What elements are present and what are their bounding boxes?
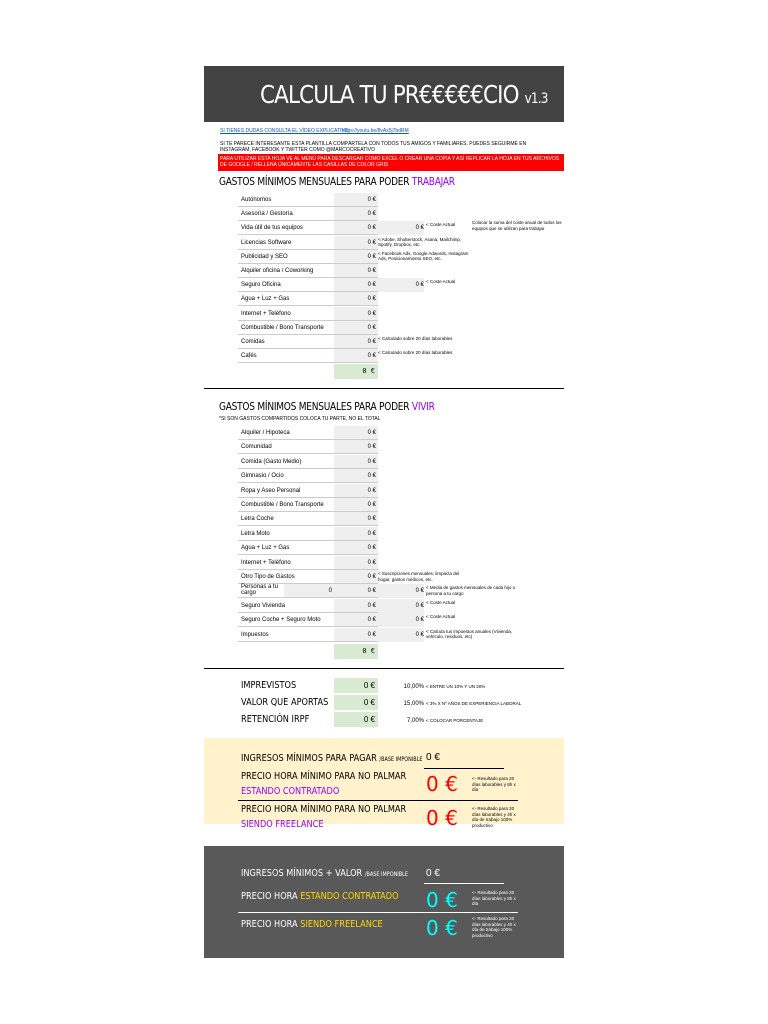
trabajar-row-value: 0 €	[367, 282, 376, 289]
trabajar-row-label: Autónomos	[241, 197, 272, 203]
extra-percentage[interactable]: 15,00%	[403, 701, 424, 707]
ingresos-minimos-value: 0 €	[426, 752, 440, 763]
vivir-subtitle: *SI SON GASTOS COMPARTIDOS COLOCA TU PARTE, NO EL TOTAL	[219, 416, 381, 422]
vivir-row-label: Seguro Vivienda	[241, 602, 285, 609]
vivir-row-value: 0 €	[367, 444, 376, 451]
extra-value-text: 0 €	[363, 681, 375, 690]
trabajar-total: 0 €	[334, 364, 378, 379]
extra-note: < COLOCAR PORCENTAJE	[426, 718, 484, 723]
vivir-row-value: 0 €	[367, 574, 376, 580]
vivir-row-label: Combustible / Bono Transporte	[241, 502, 324, 508]
spreadsheet-page	[204, 66, 564, 958]
extra-value[interactable]	[334, 695, 378, 710]
trabajar-row-note: < Calculado sobre 20 días laborables	[378, 336, 453, 341]
trabajar-extra-value: 0 €	[415, 225, 424, 232]
contratado-note: <- Resultado para 20 días laborables y 8h x día	[472, 776, 516, 792]
extra-value[interactable]	[334, 712, 378, 727]
valor-contratado-note: <- Resultado para 20 días laborables y 8h x día	[472, 890, 516, 906]
freelance-value: 0 €	[426, 806, 458, 830]
trabajar-row-value: 0 €	[367, 197, 376, 203]
trabajar-row-label: Internet + Teléfono	[241, 310, 291, 317]
vivir-row-note: < Coste Actual	[426, 614, 456, 620]
contratado-label: ESTANDO CONTRATADO	[241, 786, 340, 797]
vivir-row-label: Comida (Gasto Medio)	[241, 458, 302, 465]
extra-percentage[interactable]: 7,00%	[406, 718, 424, 724]
vivir-row-label: Personas a tu cargo	[241, 584, 279, 597]
vivir-row-note: < Media de gastos mensuales de cada hijo o persona a tu cargo	[426, 585, 516, 596]
valor-freelance-note: <- Resultado para 20 días laborables y 4h x día de trabajo 100% productivo	[472, 916, 516, 938]
trabajar-row-label: Vida útil de tus equipos	[241, 225, 303, 232]
extra-note: < ENTRE UN 10% Y UN 20%	[426, 684, 486, 689]
extra-value-text: 0 €	[363, 698, 375, 707]
trabajar-row-note: < Coste Actual	[426, 222, 456, 228]
trabajar-row-value: 0 €	[367, 339, 376, 345]
vivir-row-label: Agua + Luz + Gas	[241, 545, 290, 552]
trabajar-row-value: 0 €	[367, 268, 376, 274]
vivir-row-note: < Calcula tus impuestos anuales (Vivienda, vehículo, residuos, etc)	[426, 628, 513, 640]
version-label: v1.3	[524, 91, 548, 107]
vivir-row-label: Alquiler / Hipoteca	[241, 430, 290, 436]
trabajar-row-label: Seguro Oficina	[241, 282, 281, 289]
vivir-row-note: < Coste Actual	[426, 599, 456, 605]
ingresos-valor-value: 0 €	[426, 868, 440, 879]
vivir-row-label: Letra Moto	[241, 530, 270, 537]
vivir-row-note: < Suscripciones mensuales, limpieza del hogar, gastos médicos, etc.	[378, 571, 460, 582]
trabajar-row-value: 0 €	[367, 211, 376, 218]
vivir-row-value: 0 €	[367, 516, 376, 523]
vivir-row-label: Seguro Coche + Seguro Moto	[241, 617, 321, 624]
vivir-row-label: Otro Tipo de Gastos	[241, 574, 295, 580]
trabajar-row-note: < Adobe, Shutterstock, Asana, Mailchimp, Spotify, Dropbox, etc.	[378, 236, 462, 248]
vivir-row-label: Gimnasio / Ocio	[241, 473, 284, 480]
vivir-row-value: 0 €	[367, 502, 376, 508]
trabajar-row-note: < Coste Actual	[426, 279, 456, 285]
vivir-row-label: Letra Coche	[241, 516, 274, 523]
extra-note: < 3% X Nº AÑOS DE EXPERIENCIA LABORAL	[426, 701, 522, 706]
trabajar-row-value: 0 €	[367, 310, 376, 317]
vivir-total: 0 €	[334, 644, 378, 659]
freelance-note: <- Resultado para 20 días laborables y 4h x día de trabajo 100% productivo	[472, 806, 516, 828]
video-text: SI TIENES DUDAS CONSULTA EL VÍDEO EXPLICATIVO:	[220, 128, 351, 134]
divider	[424, 883, 504, 884]
vivir-row-value: 0 €	[367, 430, 376, 436]
ingresos-minimos-label: INGRESOS MÍNIMOS PARA PAGAR /BASE IMPONIBLE	[241, 753, 423, 764]
extra-value[interactable]	[334, 678, 378, 693]
trabajar-row-value: 0 €	[367, 253, 376, 260]
vivir-row-label: Ropa y Aseo Personal	[241, 487, 301, 494]
vivir-row-value: 0 €	[367, 588, 376, 595]
section-vivir-title: GASTOS MÍNIMOS MENSUALES PARA PODER VIVIR	[219, 400, 435, 413]
valor-freelance-value: 0 €	[426, 916, 458, 940]
contratado-value: 0 €	[426, 772, 458, 796]
extra-label: IMPREVISTOS	[241, 680, 297, 691]
hora-contratado-label: PRECIO HORA ESTANDO CONTRATADO	[241, 891, 399, 902]
header-banner	[204, 66, 564, 122]
trabajar-row-label: Comidas	[241, 339, 265, 345]
ingresos-valor-label: INGRESOS MÍNIMOS + VALOR /BASE IMPONIBLE	[241, 868, 408, 879]
trabajar-row-value: 0 €	[367, 296, 376, 303]
vivir-extra-value: 0 €	[415, 602, 424, 609]
vivir-extra-value: 0 €	[415, 631, 424, 638]
vivir-row-value: 0 €	[367, 617, 376, 624]
section-trabajar-title: GASTOS MÍNIMOS MENSUALES PARA PODER TRABAJAR	[219, 175, 455, 188]
hora-minimo-label-1: PRECIO HORA MÍNIMO PARA NO PALMAR	[241, 771, 407, 782]
vivir-row-value: 0 €	[367, 559, 376, 566]
vivir-row-label: Internet + Teléfono	[241, 559, 291, 566]
divider	[238, 912, 518, 913]
trabajar-row-value: 0 €	[367, 353, 376, 360]
row-divider	[238, 641, 378, 642]
trabajar-row-label: Publicidad y SEO	[241, 253, 288, 260]
extra-label: VALOR QUE APORTAS	[241, 697, 329, 708]
page-title: CALCULA TU PR€€€€€CIO v1.3	[260, 80, 548, 109]
warning-banner: PARA UTILIZAR ESTA HOJA VE AL MENÚ PARA DESCARGAR COMO EXCEL O CREAR UNA COPIA Y ASÍ REPLICAR LA HOJA EN TUS ARCHIVOS DE GOOGLE / RELLENA ÚNICAMENTE LAS CASILLAS DE COLOR GRIS	[218, 154, 564, 171]
divider	[204, 388, 564, 389]
divider	[204, 668, 564, 669]
trabajar-row-note: < Calculado sobre 20 días laborables	[378, 350, 453, 356]
hora-freelance-label: PRECIO HORA SIENDO FREELANCE	[241, 919, 383, 930]
vivir-count: 0	[328, 588, 332, 595]
extra-percentage[interactable]: 10,00%	[403, 684, 424, 690]
trabajar-row-note: < Facebook Ads, Google Adwords, Instagram Ads, Posicionamiento SEO, etc.	[378, 250, 469, 262]
vivir-row-label: Impuestos	[241, 631, 269, 638]
trabajar-extra-value: 0 €	[415, 282, 424, 289]
trabajar-row-value: 0 €	[367, 324, 376, 331]
equipos-note: Colocar la suma del coste anual de todos los equipos que se utilizan para trabajar	[472, 220, 562, 231]
valor-contratado-value: 0 €	[426, 888, 458, 912]
vivir-row-value: 0 €	[367, 458, 376, 465]
trabajar-row-label: Combustible / Bono Transporte	[241, 324, 324, 331]
video-link[interactable]: https://youtu.be/8vAx5j7bdRM	[342, 128, 409, 134]
vivir-extra-value: 0 €	[415, 617, 424, 624]
vivir-row-value: 0 €	[367, 473, 376, 480]
trabajar-row-value: 0 €	[367, 239, 376, 246]
trabajar-row-label: Agua + Luz + Gas	[241, 296, 290, 303]
extra-label: RETENCIÓN IRPF	[241, 714, 310, 725]
freelance-label: SIENDO FREELANCE	[241, 819, 324, 830]
hora-minimo-label-2: PRECIO HORA MÍNIMO PARA NO PALMAR	[241, 804, 407, 815]
trabajar-row-label: Alquiler oficina / Coworking	[241, 268, 314, 274]
vivir-row-value: 0 €	[367, 530, 376, 537]
divider	[424, 768, 504, 769]
extra-value-text: 0 €	[363, 715, 375, 724]
trabajar-row-label: Asesoría / Gestoría	[241, 211, 293, 218]
trabajar-row-label: Licencias Software	[241, 239, 292, 246]
vivir-extra-value: 0 €	[415, 588, 424, 595]
trabajar-row-value: 0 €	[367, 225, 376, 232]
share-text: SI TE PARECE INTERESANTE ESTA PLANTILLA COMPÁRTELA CON TODOS TUS AMIGOS Y FAMILIARES. PUEDES SEGUIRME EN INSTAGRAM, FACEBOOK Y TWITTER COMO @MARCOCREATIVO	[220, 141, 527, 153]
vivir-row-value: 0 €	[367, 487, 376, 494]
trabajar-row-label: Cafés	[241, 353, 257, 360]
vivir-row-value: 0 €	[367, 631, 376, 638]
vivir-row-value: 0 €	[367, 602, 376, 609]
vivir-row-value: 0 €	[367, 545, 376, 552]
divider	[238, 800, 518, 801]
vivir-row-label: Comunidad	[241, 444, 272, 451]
